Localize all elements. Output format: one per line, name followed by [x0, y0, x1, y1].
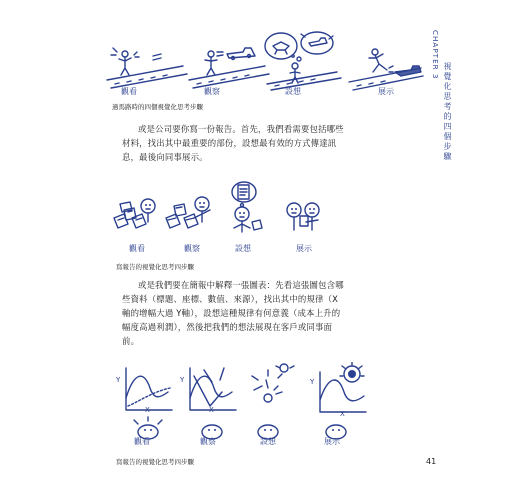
fig3-axis-y-2: Y: [180, 376, 185, 384]
fig2-label-imagine: 設想: [235, 244, 251, 253]
fig1-label-look: 觀看: [121, 87, 137, 96]
report-panel-observe: [166, 197, 210, 228]
street-panel-observe: [189, 48, 269, 88]
fig3-axis-y-1: Y: [116, 376, 121, 384]
fig3-label-look: 觀看: [134, 437, 150, 446]
chart-panel-look: [126, 368, 172, 439]
report-panel-imagine: [232, 182, 262, 232]
chart-panel-imagine: [252, 364, 294, 439]
report-panel-look: [114, 199, 155, 228]
figure1-caption: 過馬路時的四個視覺化思考步驟: [112, 103, 203, 111]
fig1-label-imagine: 設想: [285, 87, 301, 96]
street-panel-imagine: [265, 32, 341, 90]
chart-panel-observe: [190, 368, 236, 439]
figure-report: [110, 180, 330, 240]
street-panel-show: [349, 49, 423, 90]
figure2-caption: 寫報告的視覺化思考四步驟: [116, 263, 194, 271]
fig3-axis-x-1: X: [145, 406, 150, 414]
figure-chart-steps: [112, 362, 382, 440]
fig3-axis-x-4: X: [340, 410, 345, 418]
chapter-label: CHAPTER 3: [431, 30, 440, 80]
fig3-label-observe: 觀察: [200, 437, 216, 446]
fig3-label-show: 展示: [324, 437, 340, 446]
page-number: 41: [426, 457, 437, 466]
paragraph-report: 或是公司要你寫一份報告。首先，我們看需要包括哪些材料，找出其中最重要的部份，設想最有效的方式傳達訊息，最後向同事展示。: [122, 124, 344, 162]
fig3-axis-x-2: X: [209, 406, 214, 414]
chart-panel-show: [320, 362, 366, 439]
street-panel-look: [107, 48, 187, 88]
paragraph-chart: 或是我們要在簡報中解釋一張圖表：先看這張圖包含哪些資料（標題、座標、數值、來源），找出其中的規律（X軸的增幅大過 Y軸），設想這種規律有何意義（成本上升的幅度高過利潤），然後把我們的想法展現在客戶或同事面前。: [122, 280, 344, 346]
figure3-caption: 寫報告的視覺化思考四步驟: [116, 458, 194, 466]
fig2-label-show: 展示: [296, 244, 312, 253]
fig1-label-show: 展示: [378, 87, 394, 96]
fig3-label-imagine: 設想: [260, 437, 276, 446]
fig1-label-observe: 觀察: [204, 87, 220, 96]
fig2-label-observe: 觀察: [184, 244, 200, 253]
chapter-title: 視覺化思考的四個步驟: [443, 62, 452, 162]
figure-crossing-street: [105, 28, 425, 93]
report-panel-show: [287, 203, 319, 230]
fig3-axis-y-4: Y: [310, 378, 315, 386]
fig2-label-look: 觀看: [129, 244, 145, 253]
